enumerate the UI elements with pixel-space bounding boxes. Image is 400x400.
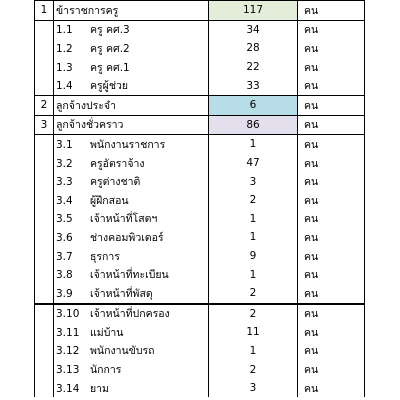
subcategory-row <box>35 191 365 210</box>
unit-cell: คน <box>298 228 365 247</box>
row-number-cell <box>35 379 54 398</box>
row-label: แม่บ้าน <box>90 326 124 339</box>
row-number-cell <box>35 135 54 154</box>
row-label: ธุรการ <box>90 250 120 263</box>
unit-cell: คน <box>298 58 365 77</box>
subcategory-code: 3.3 <box>56 176 73 189</box>
label-cell <box>54 76 209 95</box>
unit-cell: คน <box>298 379 365 398</box>
unit-cell: คน <box>298 360 365 379</box>
row-number-cell <box>35 39 54 58</box>
row-label: ลูกจ้างชั่วคราว <box>56 119 124 132</box>
row-number-cell <box>35 323 54 342</box>
subcategory-row <box>35 284 365 304</box>
subcategory-row <box>35 265 365 284</box>
label-cell <box>54 284 209 304</box>
category-row <box>35 95 365 115</box>
label-cell <box>54 265 209 284</box>
unit-cell: คน <box>298 76 365 95</box>
row-label: ข้าราชการครู <box>56 4 119 17</box>
label-cell <box>54 191 209 210</box>
label-cell <box>54 20 209 39</box>
quantity-cell: 86 <box>209 115 298 135</box>
quantity-cell: 3 <box>209 379 298 398</box>
label-cell <box>54 379 209 398</box>
row-number-cell <box>35 76 54 95</box>
row-label: พนักงานราชการ <box>90 138 166 151</box>
category-row <box>35 115 365 135</box>
quantity-cell: 1 <box>209 210 298 229</box>
quantity-cell: 34 <box>209 20 298 39</box>
quantity-cell: 22 <box>209 58 298 77</box>
unit-cell: คน <box>298 191 365 210</box>
row-label: ผู้ฝึกสอน <box>90 194 129 207</box>
quantity-cell: 3 <box>209 172 298 191</box>
subcategory-row <box>35 172 365 191</box>
label-cell <box>54 135 209 154</box>
row-label: ครูอัตราจ้าง <box>90 157 145 170</box>
subcategory-code: 1.1 <box>56 24 73 37</box>
row-number-cell <box>35 172 54 191</box>
quantity-cell: 2 <box>209 284 298 304</box>
label-cell <box>54 323 209 342</box>
row-number-cell <box>35 265 54 284</box>
row-number-cell <box>35 342 54 361</box>
unit-cell: คน <box>298 323 365 342</box>
unit-cell: คน <box>298 39 365 58</box>
label-cell <box>54 342 209 361</box>
subcategory-code: 1.3 <box>56 61 73 74</box>
subcategory-row <box>35 154 365 173</box>
row-label: ยาม <box>90 382 109 395</box>
subcategory-row <box>35 135 365 154</box>
unit-cell: คน <box>298 115 365 135</box>
unit-cell: คน <box>298 247 365 266</box>
subcategory-row <box>35 323 365 342</box>
staff-table-body <box>35 1 365 398</box>
staff-table <box>34 0 365 397</box>
subcategory-code: 3.7 <box>56 250 73 263</box>
row-label: ครู คศ.1 <box>90 61 130 74</box>
row-label: เจ้าหน้าที่ปกครอง <box>90 308 170 321</box>
quantity-cell: 1 <box>209 228 298 247</box>
unit-cell: คน <box>298 20 365 39</box>
quantity-cell: 9 <box>209 247 298 266</box>
row-label: ครูต่างชาติ <box>90 176 141 189</box>
label-cell <box>54 39 209 58</box>
label-cell <box>54 247 209 266</box>
row-number-cell: 2 <box>35 95 54 115</box>
subcategory-row <box>35 342 365 361</box>
row-number-cell <box>35 304 54 324</box>
row-number-cell <box>35 284 54 304</box>
row-label: พนักงานขับรถ <box>90 345 155 358</box>
subcategory-code: 3.2 <box>56 157 73 170</box>
unit-cell: คน <box>298 342 365 361</box>
label-cell <box>54 210 209 229</box>
subcategory-row <box>35 379 365 398</box>
label-cell <box>54 304 209 324</box>
quantity-cell: 28 <box>209 39 298 58</box>
quantity-cell: 1 <box>209 135 298 154</box>
row-label: ลูกจ้างประจำ <box>56 99 116 112</box>
quantity-cell: 47 <box>209 154 298 173</box>
label-cell <box>54 154 209 173</box>
unit-cell: คน <box>298 1 365 21</box>
quantity-cell: 33 <box>209 76 298 95</box>
subcategory-code: 3.10 <box>56 308 80 321</box>
label-cell <box>54 58 209 77</box>
subcategory-row <box>35 58 365 77</box>
quantity-cell: 2 <box>209 191 298 210</box>
subcategory-row <box>35 304 365 324</box>
subcategory-row <box>35 247 365 266</box>
subcategory-code: 3.11 <box>56 326 80 339</box>
row-number-cell <box>35 247 54 266</box>
quantity-cell: 1 <box>209 342 298 361</box>
row-label: ครูผู้ช่วย <box>90 80 128 93</box>
subcategory-row <box>35 39 365 58</box>
row-label: นักการ <box>90 364 122 377</box>
label-cell <box>54 1 209 21</box>
unit-cell: คน <box>298 304 365 324</box>
row-label: ครู คศ.3 <box>90 24 130 37</box>
row-number-cell: 3 <box>35 115 54 135</box>
unit-cell: คน <box>298 284 365 304</box>
row-number-cell <box>35 210 54 229</box>
subcategory-row <box>35 76 365 95</box>
row-number-cell <box>35 154 54 173</box>
subcategory-code: 3.12 <box>56 345 80 358</box>
subcategory-row <box>35 20 365 39</box>
label-cell <box>54 172 209 191</box>
unit-cell: คน <box>298 210 365 229</box>
subcategory-code: 3.5 <box>56 213 73 226</box>
row-label: ครู คศ.2 <box>90 42 130 55</box>
row-number-cell <box>35 191 54 210</box>
label-cell <box>54 228 209 247</box>
unit-cell: คน <box>298 265 365 284</box>
quantity-cell: 2 <box>209 304 298 324</box>
subcategory-row <box>35 210 365 229</box>
subcategory-code: 3.8 <box>56 269 73 282</box>
label-cell <box>54 115 209 135</box>
subcategory-row <box>35 360 365 379</box>
row-number-cell <box>35 20 54 39</box>
subcategory-code: 1.4 <box>56 80 73 93</box>
quantity-cell: 117 <box>209 1 298 21</box>
label-cell <box>54 360 209 379</box>
row-number-cell: 1 <box>35 1 54 21</box>
quantity-cell: 11 <box>209 323 298 342</box>
row-number-cell <box>35 360 54 379</box>
subcategory-row <box>35 228 365 247</box>
row-label: เจ้าหน้าที่ทะเบียน <box>90 269 169 282</box>
quantity-cell: 1 <box>209 265 298 284</box>
row-number-cell <box>35 228 54 247</box>
subcategory-code: 3.4 <box>56 194 73 207</box>
row-label: เจ้าหน้าที่พัสดุ <box>90 287 153 300</box>
row-label: เจ้าหน้าที่โสตฯ <box>90 213 158 226</box>
row-label: ช่างคอมพิวเตอร์ <box>90 231 164 244</box>
subcategory-code: 3.6 <box>56 231 73 244</box>
quantity-cell: 2 <box>209 360 298 379</box>
subcategory-code: 3.13 <box>56 364 80 377</box>
subcategory-code: 3.1 <box>56 138 73 151</box>
subcategory-code: 3.9 <box>56 287 73 300</box>
quantity-cell: 6 <box>209 95 298 115</box>
unit-cell: คน <box>298 95 365 115</box>
row-number-cell <box>35 58 54 77</box>
unit-cell: คน <box>298 172 365 191</box>
label-cell <box>54 95 209 115</box>
subcategory-code: 1.2 <box>56 42 73 55</box>
unit-cell: คน <box>298 135 365 154</box>
unit-cell: คน <box>298 154 365 173</box>
subcategory-code: 3.14 <box>56 382 80 395</box>
category-row <box>35 1 365 21</box>
